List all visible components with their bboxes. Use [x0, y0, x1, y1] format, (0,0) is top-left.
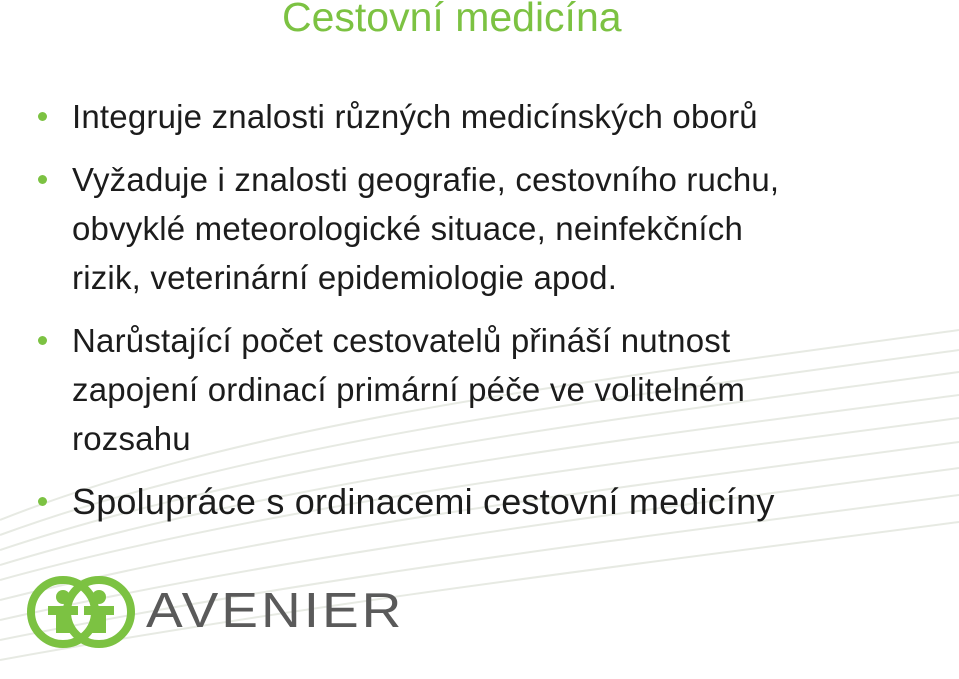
bullet-list [36, 92, 936, 526]
bullet-text: rizik, veterinární epidemiologie apod. [72, 259, 618, 296]
bullet-dot-icon [38, 336, 47, 345]
bullet-text: rozsahu [72, 420, 191, 457]
bullet-text: Vyžaduje i znalosti geografie, cestovního ruchu, [72, 161, 780, 198]
bullet-item [36, 155, 936, 302]
bullet-item [36, 477, 936, 526]
avenier-logo [26, 575, 405, 650]
bullet-text: Narůstající počet cestovatelů přináší nutnost [72, 322, 731, 359]
bullet-text: Spolupráce s ordinacemi cestovní medicíny [72, 481, 775, 522]
logo-wordmark: AVENIER [146, 581, 405, 638]
bullet-item [36, 92, 936, 141]
slide-title: Cestovní medicína [282, 0, 622, 40]
bullet-item [36, 316, 936, 463]
bullet-text: zapojení ordinací primární péče ve volitelném [72, 371, 746, 408]
avenier-logo-icon [26, 575, 138, 650]
bullet-dot-icon [38, 497, 47, 506]
bullet-dot-icon [38, 175, 47, 184]
bullet-text: obvyklé meteorologické situace, neinfekčních [72, 210, 743, 247]
bullet-dot-icon [38, 112, 47, 121]
bullet-text: Integruje znalosti různých medicínských oborů [72, 98, 758, 135]
